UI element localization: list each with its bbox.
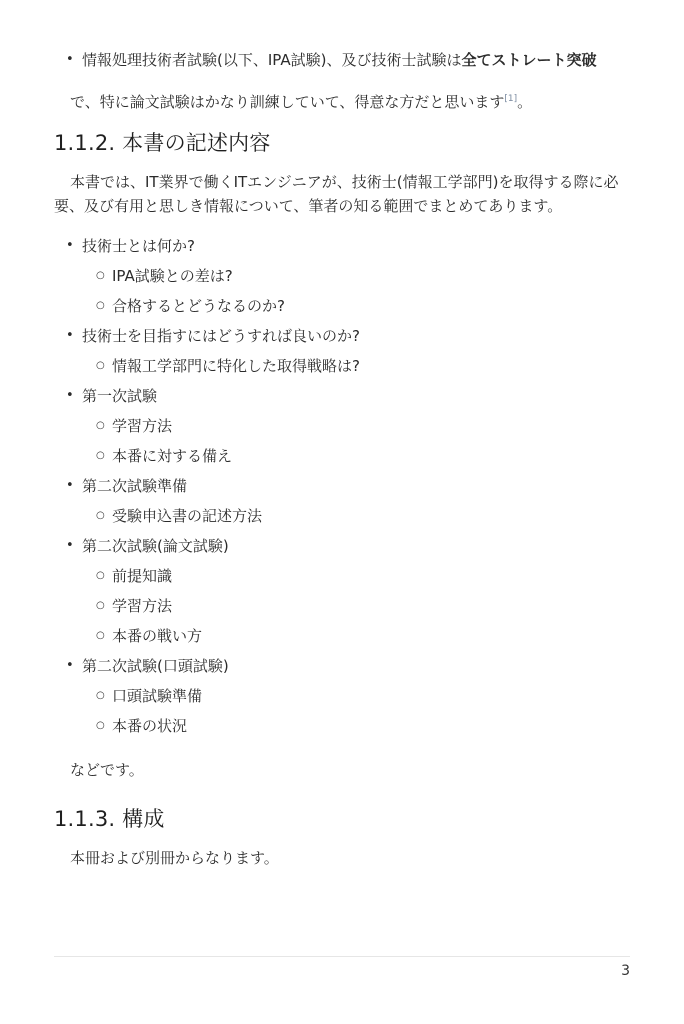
topic-item [54, 534, 630, 654]
subtopic-item [54, 714, 630, 744]
bullet-marker: • [66, 328, 74, 343]
page-number: 3 [621, 963, 630, 979]
subtopic-label: 前提知識 [112, 567, 173, 585]
footer-divider [54, 956, 630, 957]
topic-item [54, 654, 630, 744]
intro-bullet-text: 情報処理技術者試験(以下、IPA試験)、及び技術士試験は [82, 51, 462, 69]
bullet-marker: • [66, 238, 74, 253]
sub-bullet-marker: ○ [96, 570, 105, 581]
sub-bullet-marker: ○ [96, 450, 105, 461]
topic-item [54, 234, 630, 324]
section-heading-1-1-2: 1.1.2. 本書の記述内容 [54, 131, 271, 155]
subtopic-item [54, 564, 630, 594]
subtopic-label: 本番の戦い方 [112, 627, 203, 645]
intro-continuation [70, 90, 630, 114]
topic-item [54, 474, 630, 534]
intro-continuation-end: 。 [517, 93, 533, 111]
closing-text: などです。 [70, 761, 144, 779]
subtopic-label: 学習方法 [112, 417, 173, 435]
subtopic-label: 合格するとどうなるのか? [112, 297, 285, 315]
subtopic-item [54, 684, 630, 714]
topic-row [54, 534, 630, 564]
composition-text: 本冊および別冊からなります。 [70, 849, 279, 867]
sub-bullet-marker: ○ [96, 600, 105, 611]
footnote-link[interactable]: [1] [504, 94, 518, 104]
sub-bullet-marker: ○ [96, 300, 105, 311]
topic-label: 第一次試験 [82, 387, 158, 405]
sub-bullet-marker: ○ [96, 270, 105, 281]
sub-bullet-marker: ○ [96, 720, 105, 731]
subtopic-item [54, 444, 630, 474]
subtopic-label: 学習方法 [112, 597, 173, 615]
section-paragraph: 本書では、IT業界で働くITエンジニアが、技術士(情報工学部門)を取得する際に必要、及び有用と思しき情報について、筆者の知る範囲でまとめてあります。 [54, 173, 619, 215]
topic-label: 技術士を目指すにはどうすれば良いのか? [82, 327, 360, 345]
topic-row [54, 384, 630, 414]
subtopic-label: 受験申込書の記述方法 [112, 507, 263, 525]
section-heading-1-1-3: 1.1.3. 構成 [54, 807, 165, 831]
topic-row [54, 654, 630, 684]
subtopic-label: 本番の状況 [112, 717, 188, 735]
subtopic-label: 本番に対する備え [112, 447, 233, 465]
subtopic-label: IPA試験との差は? [112, 267, 233, 285]
subtopic-item [54, 504, 630, 534]
subtopic-item [54, 354, 630, 384]
sub-bullet-marker: ○ [96, 360, 105, 371]
subtopic-item [54, 594, 630, 624]
topic-item [54, 324, 630, 384]
subtopic-item [54, 264, 630, 294]
subtopic-label: 情報工学部門に特化した取得戦略は? [112, 357, 360, 375]
topic-label: 第二次試験(論文試験) [82, 537, 229, 555]
sub-bullet-marker: ○ [96, 690, 105, 701]
sub-bullet-marker: ○ [96, 510, 105, 521]
topic-row [54, 324, 630, 354]
intro-continuation-text: で、特に論文試験はかなり訓練していて、得意な方だと思います [70, 93, 505, 111]
topic-label: 第二次試験準備 [82, 477, 188, 495]
sub-bullet-marker: ○ [96, 420, 105, 431]
subtopic-item [54, 624, 630, 654]
page-content [54, 48, 630, 892]
subtopic-item [54, 414, 630, 444]
sub-bullet-marker: ○ [96, 630, 105, 641]
topic-row [54, 234, 630, 264]
intro-bullet-bold: 全てストレート突破 [461, 51, 597, 69]
intro-bullet-item [66, 48, 630, 72]
topic-label: 技術士とは何か? [82, 237, 195, 255]
bullet-marker: • [66, 52, 74, 67]
topic-row [54, 474, 630, 504]
bullet-marker: • [66, 538, 74, 553]
topic-list [54, 234, 630, 744]
subtopic-label: 口頭試験準備 [112, 687, 203, 705]
subtopic-item [54, 294, 630, 324]
bullet-marker: • [66, 388, 74, 403]
bullet-marker: • [66, 658, 74, 673]
bullet-marker: • [66, 478, 74, 493]
topic-item [54, 384, 630, 474]
topic-label: 第二次試験(口頭試験) [82, 657, 229, 675]
